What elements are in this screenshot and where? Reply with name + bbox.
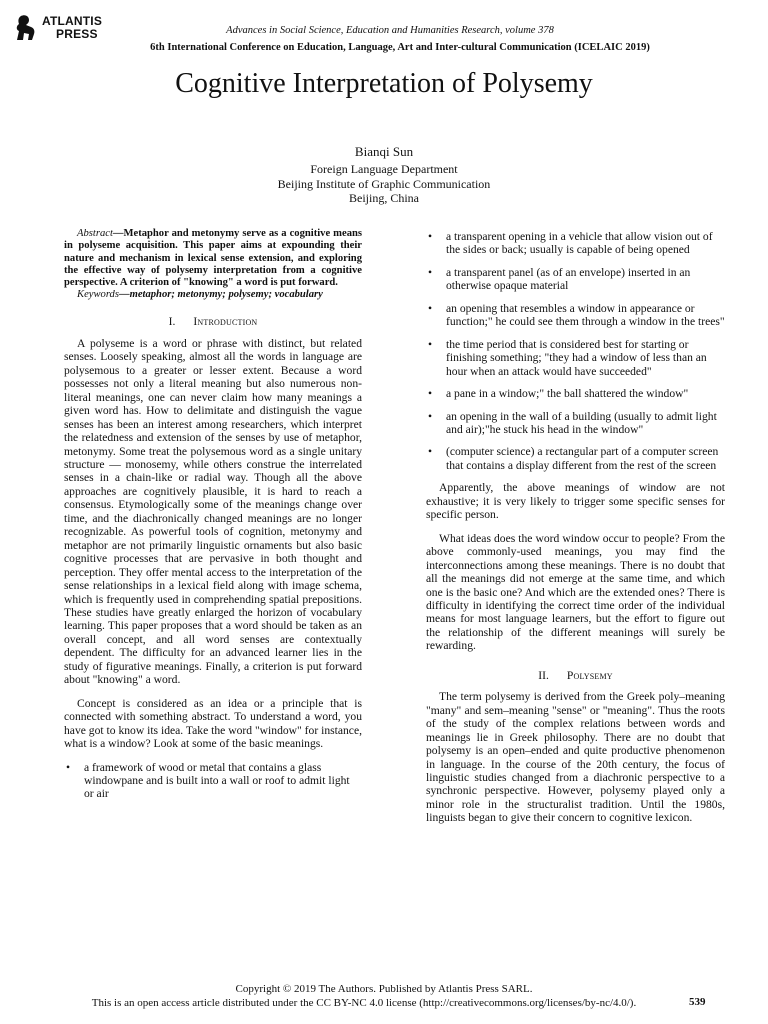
journal-line: Advances in Social Science, Education and Humanities Research, volume 378 — [226, 25, 554, 36]
intro-paragraph-2: Concept is considered as an idea or a principle that is connected with something abstract. To understand a word, you have got to know its idea. Take the word "window" for instance, what is a window? Look at some of the basic meanings. — [64, 696, 362, 751]
window-meanings-list-right — [426, 230, 725, 472]
logo-line-1: ATLANTIS — [42, 14, 103, 28]
affiliation-location: Beijing, China — [349, 191, 419, 205]
bullet-icon: • — [428, 265, 433, 279]
bullet-icon: • — [428, 230, 433, 243]
copyright-line: Copyright © 2019 The Authors. Published by Atlantis Press SARL. — [235, 983, 533, 995]
keywords-lead: Keywords — [77, 289, 119, 301]
window-paragraph-2: What ideas does the word window occur to people? From the above commonly-used meanings, you may find the interconnections among these meanings. There is no doubt that all the meanings did not emerge at the same time, and which one is the basic one? And which are the extended ones? There is difficulty in identifying the correct time order of the individual means for most language learners, but the effort to figure out the relationship of the different meanings will surely be rewarding. — [426, 531, 725, 653]
bullet-icon: • — [428, 445, 433, 459]
affiliation — [0, 162, 768, 206]
conference-line: 6th International Conference on Education, Language, Art and Inter-cultural Communication (ICELAIC 2019) — [150, 42, 650, 53]
list-item: • the time period that is considered best for starting or finishing something; "they had a window of less than an hour when an attack would have succeeded" — [428, 337, 707, 378]
section-heading-introduction — [64, 315, 362, 328]
page-footer — [0, 982, 768, 1010]
list-item: • a transparent opening in a vehicle that allow vision out of the sides or back; usually is capable of being opened — [428, 230, 713, 257]
list-item: • an opening in the wall of a building (usually to admit light and air);"he stuck his head in the window" — [428, 409, 717, 436]
abstract — [64, 228, 362, 289]
logo-wordmark — [42, 15, 102, 41]
polysemy-paragraph: The term polysemy is derived from the Greek poly–meaning "many" and sem–meaning "sense" or "meaning". Thus the roots of the study of the complex relations between words and meanings lie in Greek philosophy. There are no doubt that polysemy is an open–ended and quite productive phenomenon in language. In the course of the 20th century, the focus of linguistic studies changed from a diachronic perspective to a synchronic perspective. However, polysemy played only a minor role in the structuralist tradition. Until the 1980s, linguists began to give their concern to cognitive lexicon. — [426, 690, 725, 825]
logo-line-2: PRESS — [56, 27, 98, 41]
section-title: Introduction — [193, 315, 258, 329]
bullet-icon: • — [66, 760, 71, 774]
keywords — [64, 289, 362, 301]
license-line: This is an open access article distributed under the CC BY-NC 4.0 license (http://creativecommons.org/licenses/by-nc/4.0/). — [91, 997, 637, 1009]
keywords-text: —metaphor; metonymy; polysemy; vocabulary — [118, 289, 323, 301]
window-paragraph-1: Apparently, the above meanings of window are not exhaustive; it is very likely to trigger some specific senses for specific person. — [426, 481, 725, 522]
left-column — [64, 228, 362, 810]
affiliation-department: Foreign Language Department — [310, 162, 458, 176]
abstract-text: —Metaphor and metonymy serve as a cognitive means in polyseme acquisition. This paper aims at expounding their nature and mechanism in lexical sense extension, and exploring the effective way of polysemy interpretation from a cognitive perspective. A criterion of "knowing" a word is put forward. — [64, 228, 362, 289]
list-item: • a framework of wood or metal that contains a glass windowpane and is built into a wall or roof to admit light or air — [66, 760, 350, 801]
author-name: Bianqi Sun — [354, 144, 414, 159]
list-item: • a transparent panel (as of an envelope) inserted in an otherwise opaque material — [428, 265, 691, 293]
abstract-lead: Abstract — [77, 228, 113, 239]
list-item: • a pane in a window;" the ball shattered the window" — [428, 387, 689, 401]
list-item: • an opening that resembles a window in appearance or function;" he could see them through a window in the trees" — [428, 301, 725, 329]
bullet-icon: • — [428, 337, 433, 351]
section-number: II. — [538, 668, 549, 682]
intro-paragraph-1: A polyseme is a word or phrase with distinct, but related senses. Loosely speaking, almost all the words in language are polysemous to a greater or lesser extent. Because a word possesses not only a literal meaning but also numerous non-literal meanings, one can never claim how many meanings a given word has. How to delimitate and distinguish the vague senses has been an interest among researchers, which interpret the relatedness and extension of the senses by use of metaphor, metonymy. Some treat the polysemous word as a single unitary structure — monosemy, while others construe the interrelated senses in a chain-like or radial way. Though all the above approaches are cognitively plausible, it is hard to reach a consensus. Etymologically some of the meanings change over time, and the diachronically changed meanings are no longer recognizable. As powerful tools of cognition, metonymy and metaphor are not primarily linguistic ornaments but also basic cognitive processes that are pervasive in both thought and perception. They offer mental access to the interpretation of the sense relationships in a lexical field along with image schema, which is frequently used in comprehending spatial prepositions. These studies have greatly enlarged the horizon of vocabulary learning. This paper proposes that a word should be taken as an overall concept, and all word senses are contextually dependent. The difficulty for an advanced learner lies in the study of figurative meanings. Finally, a criterion is put forward about "knowing" a word. — [64, 336, 362, 687]
right-column — [426, 230, 725, 825]
bullet-icon: • — [428, 387, 433, 401]
paper-title: Cognitive Interpretation of Polysemy — [175, 68, 593, 99]
bullet-icon: • — [428, 409, 433, 423]
section-title: Polysemy — [566, 668, 613, 682]
window-meanings-list-left — [64, 761, 362, 801]
section-number: I. — [168, 315, 176, 329]
bullet-icon: • — [428, 301, 433, 315]
affiliation-institute: Beijing Institute of Graphic Communication — [277, 176, 491, 191]
list-item: • (computer science) a rectangular part of a computer screen that contains a display different from the rest of the screen — [428, 445, 719, 472]
page-number: 539 — [689, 996, 706, 1008]
thinker-logo-icon — [12, 13, 38, 43]
section-heading-polysemy — [426, 669, 725, 682]
publisher-logo — [12, 12, 122, 44]
